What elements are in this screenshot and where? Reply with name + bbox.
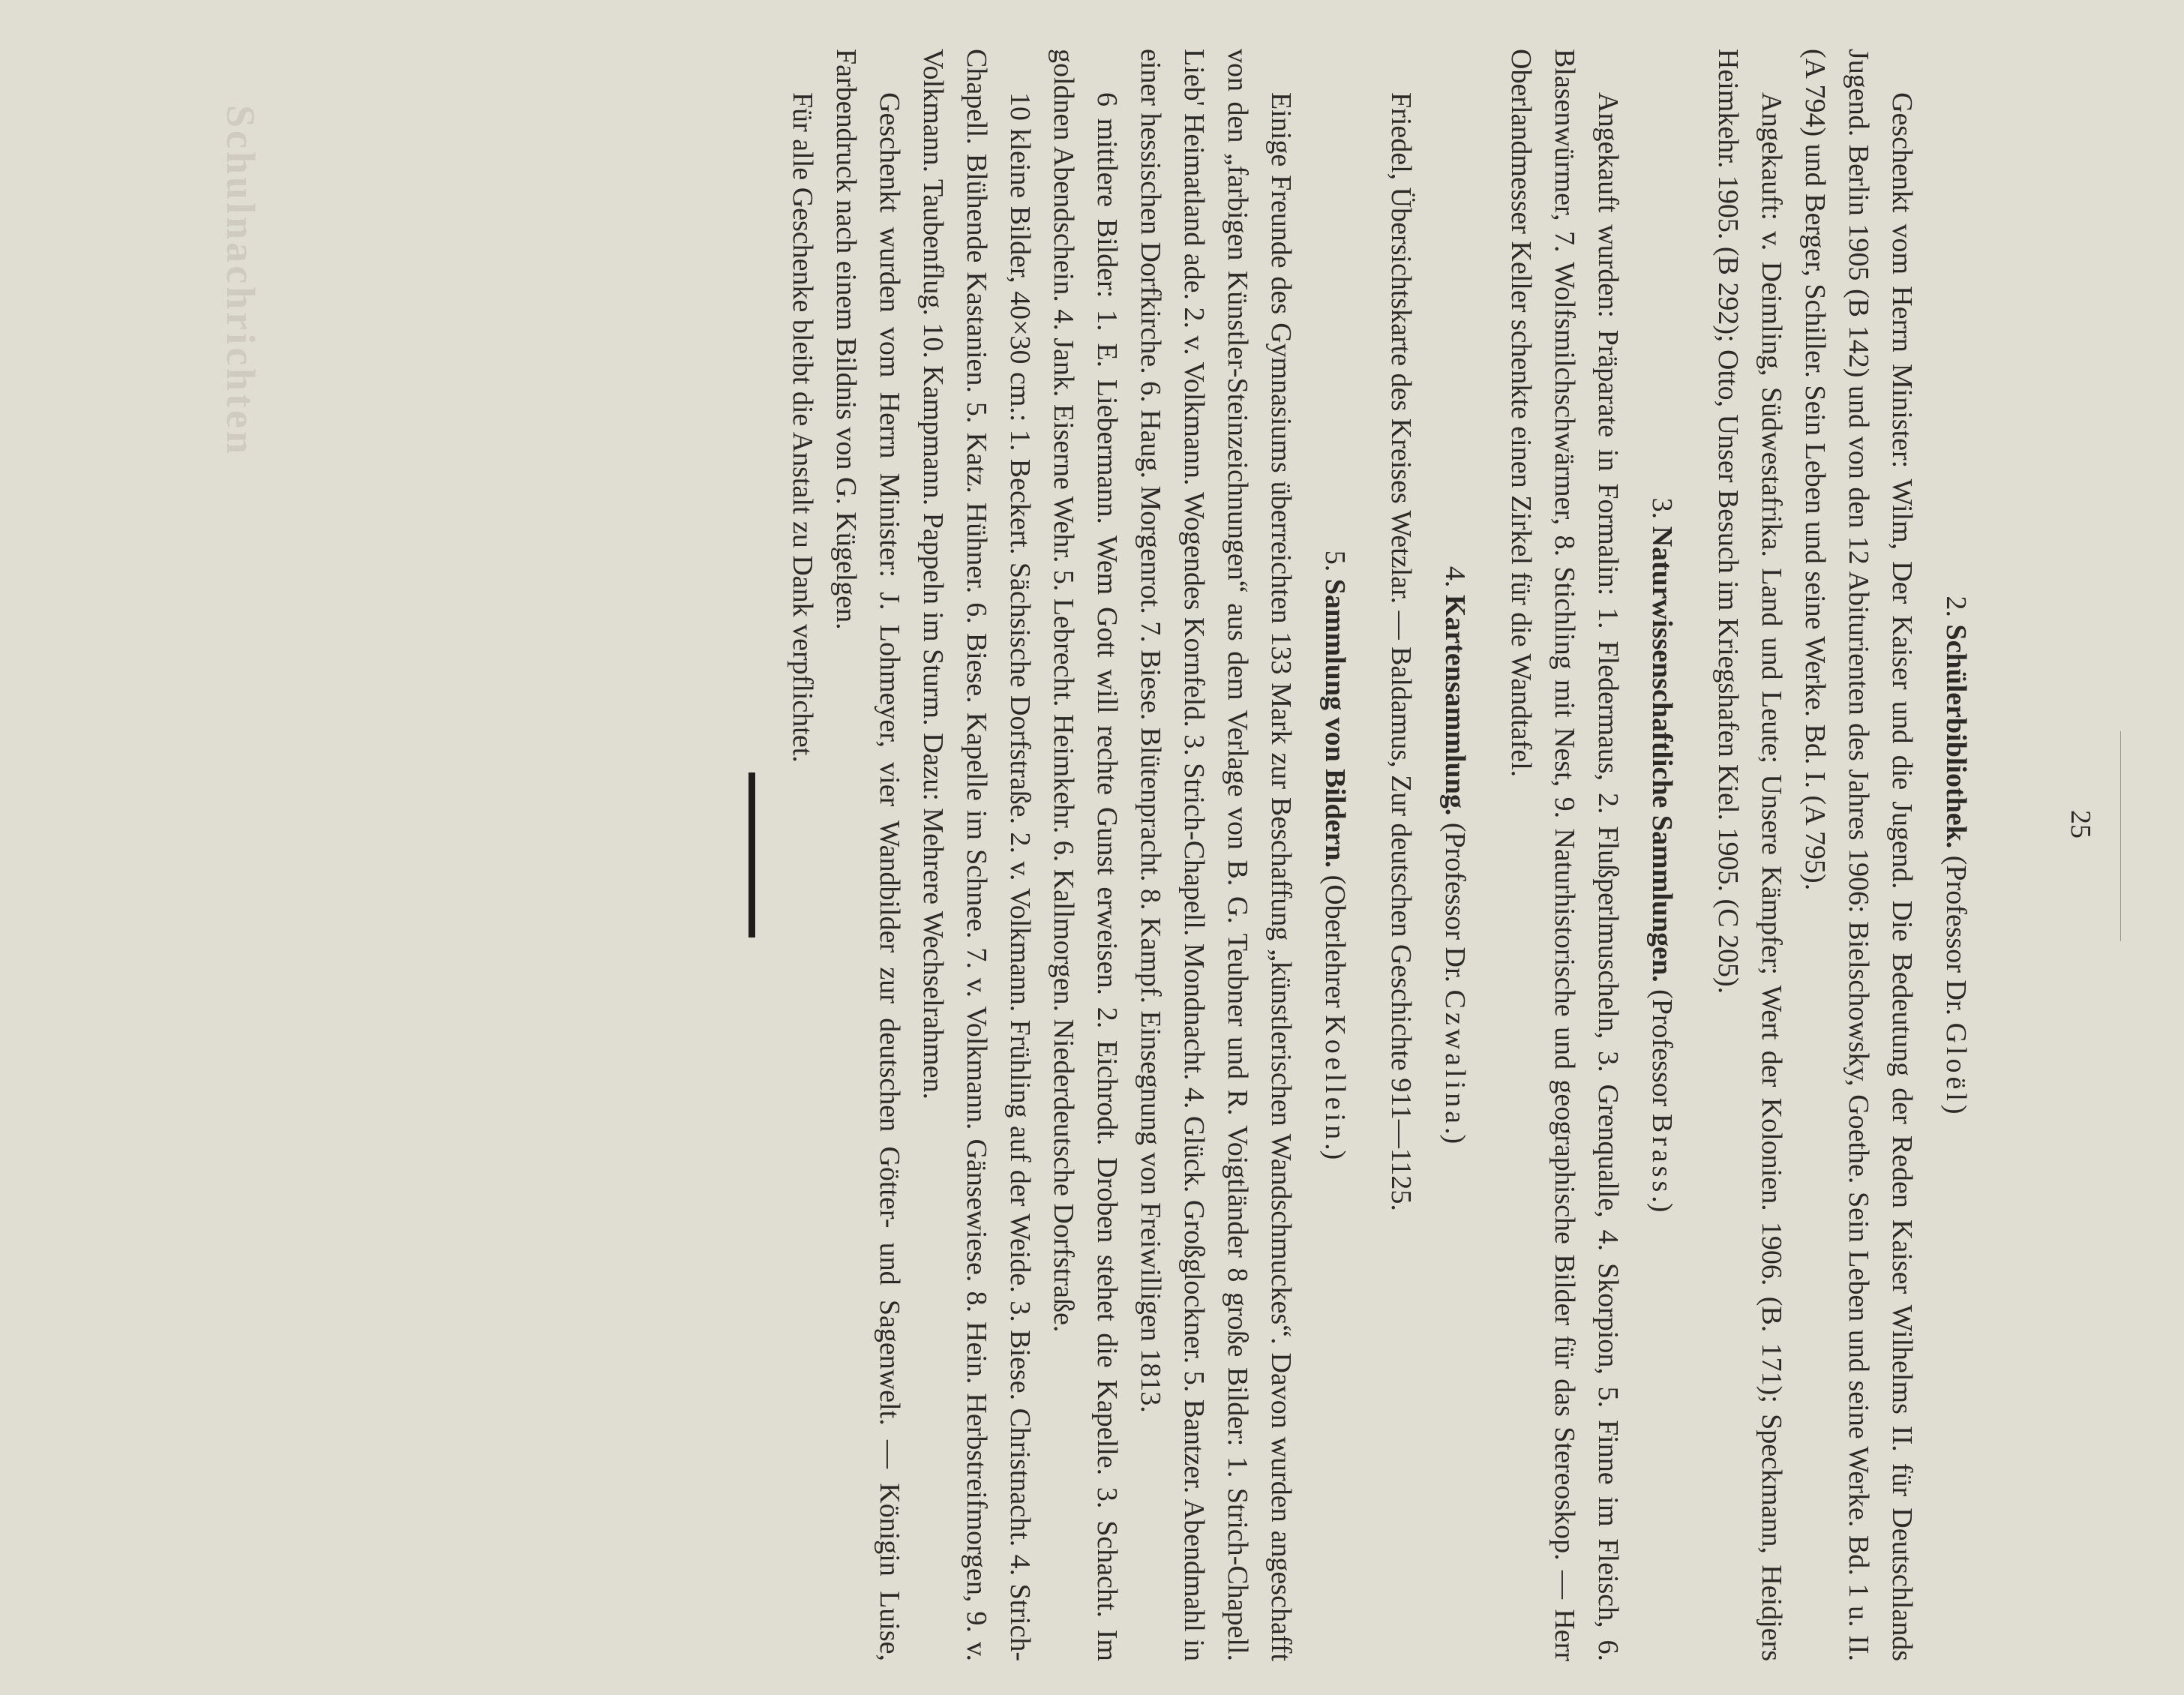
page-body	[748, 49, 2000, 1661]
end-rule	[748, 772, 755, 938]
section-number: 2.	[1940, 596, 1972, 617]
section-title: Naturwissenschaftliche Sammlungen.	[1646, 526, 1678, 982]
section-heading-naturwissenschaft	[1640, 49, 1684, 1661]
paragraph: Geschenkt wurden vom Herrn Minister: J. Lohmeyer, vier Wandbilder zur deutschen Götter- und Sagenwelt. — Königin Luise, Farbendruck nach einem Bildnis von G. Kügelgen.	[830, 49, 905, 1661]
bleed-through-heading: Schulnachrichten	[218, 105, 263, 458]
paragraph: Angekauft wurden: Präparate in Formalin: 1. Fledermaus, 2. Flußperlmuscheln, 3. Grenqualle, 4. Skorpion, 5. Finne im Fleisch, 6. Blasenwürmer, 7. Wolfsmilchschwärmer, 8. Stichling mit Nest, 9. Naturhistorische und geographische Bilder für das Stereoskop. — Herr Oberlandmesser Keller schenkte einen Zirkel für die Wandtafel.	[1505, 49, 1624, 1661]
folio-rule	[2120, 731, 2121, 941]
section-heading-kartensammlung	[1433, 49, 1477, 1661]
section-title: Kartensammlung.	[1439, 594, 1471, 816]
section-curator-name: Czwalina	[1439, 989, 1471, 1128]
section-curator-prefix: (Professor Dr.	[1439, 822, 1471, 990]
paragraph: Friedel, Übersichtskarte des Kreises Wetzlar. — Baldamus, Zur deutschen Geschichte 911—1125.	[1385, 92, 1417, 1211]
paragraph: Geschenkt vom Herrn Minister: Wilm, Der Kaiser und die Jugend. Die Bedeutung der Reden Kaiser Wilhelms II. für Deutschlands Jugend. Berlin 1905 (B 142) und von den 12 Abiturienten des Jahres 1906: Bielschowsky, Goethe. Sein Leben und seine Werke. Bd. 1 u. II. (A 794) und Berger, Schiller. Sein Leben und seine Werke. Bd. I. (A 795).	[1799, 49, 1918, 1661]
section-curator-suffix: .)	[1439, 1127, 1471, 1144]
section-curator-prefix: (Professor	[1646, 989, 1678, 1114]
paragraph: Einige Freunde des Gymnasiums überreichten 133 Mark zur Beschaffung „künstlerischen Wandschmuckes“. Davon wurden angeschafft von den „farbigen Künstler-Steinzeichnungen“ aus dem Verlage von B. G. Teubner und R. Voigtländer 8 große Bilder: 1. Strich-Chapell. Lieb' Heimatland ade. 2. v. Volkmann. Wogendes Kornfeld. 3. Strich-Chapell. Mondnacht. 4. Glück. Großglockner. 5. Bantzer. Abendmahl in einer hessischen Dorfkirche. 6. Haug. Morgenrot. 7. Biese. Blütenpracht. 8. Kampf. Einsegnung von Freiwilligen 1813.	[1135, 49, 1297, 1662]
paragraph: 10 kleine Bilder, 40×30 cm.: 1. Beckert. Sächsische Dorfstraße. 2. v. Volkmann. Frühling auf der Weide. 3. Biese. Christnacht. 4. Strich-Chapell. Blühende Kastanien. 5. Katz. Hühner. 6. Biese. Kapelle im Schnee. 7. v. Volkmann. Gänsewiese. 8. Hein. Herbstreifmorgen, 9. v. Volkmann. Taubenflug. 10. Kampmann. Pappeln im Sturm. Dazu: Mehrere Wechselrahmen.	[917, 49, 1036, 1661]
section-curator-prefix: (Professor Dr.	[1940, 855, 1972, 1023]
section-curator-suffix: .)	[1319, 1143, 1351, 1160]
section-number: 4.	[1439, 566, 1471, 588]
paragraph: Für alle Geschenke bleibt die Anstalt zu Dank verpflichtet.	[787, 92, 818, 763]
page-number: 25	[2065, 810, 2096, 838]
section-title: Sammlung von Bildern.	[1319, 578, 1351, 868]
section-curator-name: Brass	[1646, 1113, 1678, 1196]
section-curator-suffix: )	[1940, 1104, 1972, 1114]
section-curator-name: Koellein	[1319, 1015, 1351, 1144]
paragraph: Angekauft: v. Deimling, Südwestafrika. Land und Leute; Unsere Kämpfer; Wert der Kolonien. 1906. (B. 171); Speckmann, Heidjers Heimkehr. 1905. (B 292); Otto, Unser Besuch im Kriegshafen Kiel. 1905. (C 205).	[1712, 49, 1787, 1661]
section-heading-bilder	[1313, 49, 1357, 1661]
section-title: Schülerbibliothek.	[1940, 624, 1972, 849]
paragraph: 6 mittlere Bilder: 1. E. Liebermann. Wem Gott will rechte Gunst erweisen. 2. Eichrodt. Droben stehet die Kapelle. 3. Schacht. Im goldnen Abendschein. 4. Jank. Eiserne Wehr. 5. Lebrecht. Heimkehr. 6. Kallmorgen. Niederdeutsche Dorfstraße.	[1048, 49, 1123, 1661]
section-number: 3.	[1646, 497, 1678, 520]
section-curator-suffix: .)	[1646, 1196, 1678, 1213]
section-number: 5.	[1319, 550, 1351, 572]
section-curator-name: Gloël	[1940, 1022, 1972, 1105]
section-curator-prefix: (Oberlehrer	[1319, 874, 1351, 1016]
section-heading-schuelerbibliothek	[1934, 49, 1978, 1661]
